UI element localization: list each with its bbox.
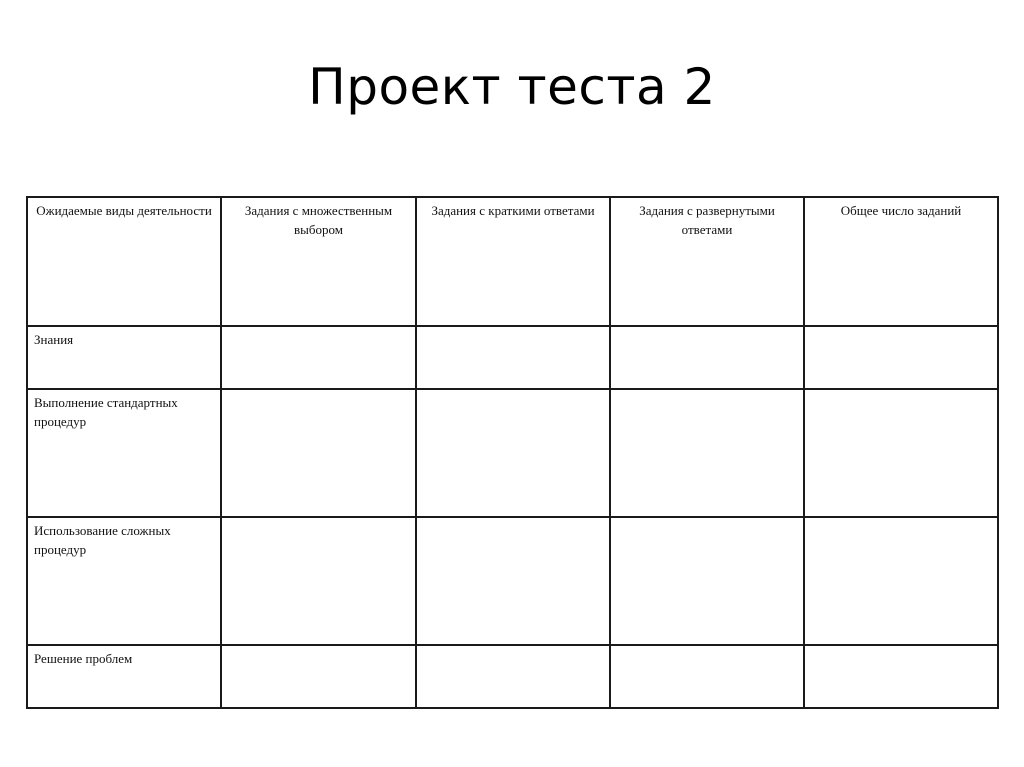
- column-header: Ожидаемые виды деятельности: [27, 197, 221, 326]
- table-row: [27, 645, 998, 708]
- table-row: [27, 389, 998, 517]
- table-cell[interactable]: [416, 645, 610, 708]
- column-header: Общее число заданий: [804, 197, 998, 326]
- column-header: Задания с множественным выбором: [221, 197, 416, 326]
- table-cell[interactable]: [221, 645, 416, 708]
- table-cell[interactable]: [221, 517, 416, 645]
- table-cell[interactable]: [610, 326, 804, 389]
- table-row: [27, 517, 998, 645]
- table-cell[interactable]: [221, 326, 416, 389]
- test-blueprint-table: [26, 196, 999, 709]
- row-label: Знания: [27, 326, 221, 389]
- table-row: [27, 326, 998, 389]
- row-label: Выполнение стандартных процедур: [27, 389, 221, 517]
- column-header: Задания с краткими ответами: [416, 197, 610, 326]
- table-cell[interactable]: [416, 326, 610, 389]
- table-cell[interactable]: [804, 326, 998, 389]
- table-cell[interactable]: [416, 517, 610, 645]
- column-header: Задания с развернутыми ответами: [610, 197, 804, 326]
- table-cell[interactable]: [610, 517, 804, 645]
- table-cell[interactable]: [804, 389, 998, 517]
- slide-title: Проект теста 2: [308, 58, 716, 116]
- table-cell[interactable]: [610, 389, 804, 517]
- row-label: Решение проблем: [27, 645, 221, 708]
- table-cell[interactable]: [804, 517, 998, 645]
- row-label: Использование сложных процедур: [27, 517, 221, 645]
- table-header-row: [27, 197, 998, 326]
- table-cell[interactable]: [804, 645, 998, 708]
- table-cell[interactable]: [610, 645, 804, 708]
- table-cell[interactable]: [416, 389, 610, 517]
- table-cell[interactable]: [221, 389, 416, 517]
